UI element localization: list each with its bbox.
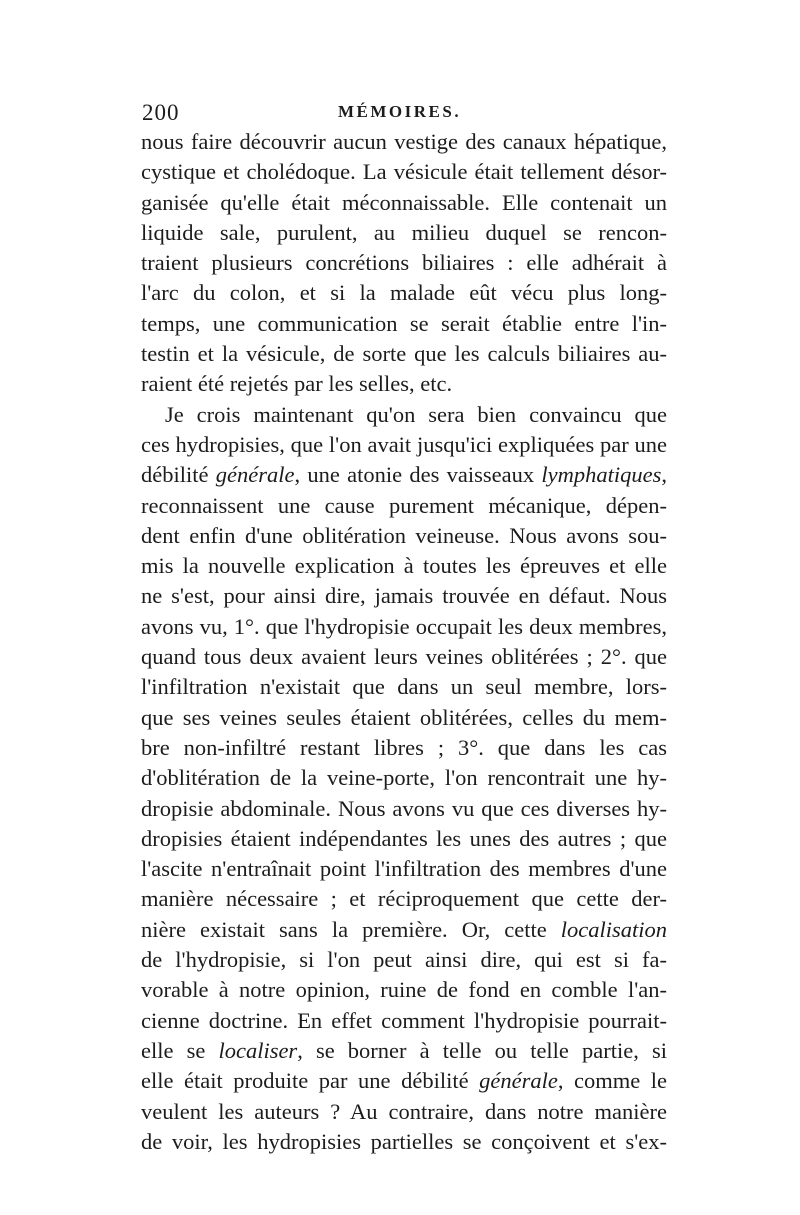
paragraph-end-line: raient été rejetés par les selles, etc. — [141, 371, 453, 397]
running-title: MÉMOIRES. — [338, 102, 462, 121]
text-line: veulent les auteurs ? Au contraire, dans notre manière — [141, 1098, 667, 1124]
text-line: ne s'est, pour ainsi dire, jamais trouvée en défaut. Nous — [141, 583, 667, 609]
text-line: l'infiltration n'existait que dans un seul membre, lors- — [141, 674, 667, 700]
text-line: l'arc du colon, et si la malade eût vécu plus long- — [141, 280, 667, 306]
text-line: testin et la vésicule, de sorte que les calculs biliaires au- — [141, 341, 667, 367]
text-line: ces hydropisies, que l'on avait jusqu'ici expliquées par une — [141, 431, 667, 457]
body-text — [141, 127, 667, 1157]
text-line: elle était produite par une débilité générale, comme le — [141, 1068, 667, 1094]
text-line: cystique et cholédoque. La vésicule était tellement désor- — [141, 159, 667, 185]
text-line: nous faire découvrir aucun vestige des canaux hépatique, — [141, 129, 667, 154]
page-number: 200 — [142, 100, 180, 125]
text-line: de l'hydropisie, si l'on peut ainsi dire, qui est si fa- — [141, 947, 667, 973]
text-line: elle se localiser, se borner à telle ou telle partie, si — [141, 1037, 667, 1063]
text-line: ganisée qu'elle était méconnaissable. Elle contenait un — [141, 189, 667, 215]
text-line: cienne doctrine. En effet comment l'hydropisie pourrait- — [141, 1007, 667, 1033]
text-line: traient plusieurs concrétions biliaires : elle adhérait à — [141, 250, 667, 276]
text-line: reconnaissent une cause purement mécanique, dépen- — [141, 492, 667, 518]
page-header — [142, 100, 662, 130]
text-line: manière nécessaire ; et réciproquement que cette der- — [141, 886, 667, 912]
text-line: mis la nouvelle explication à toutes les épreuves et elle — [141, 553, 667, 579]
text-line: avons vu, 1°. que l'hydropisie occupait les deux membres, — [141, 613, 667, 639]
text-line: que ses veines seules étaient oblitérées, celles du mem- — [141, 704, 667, 730]
text-line: quand tous deux avaient leurs veines oblitérées ; 2°. que — [141, 644, 667, 670]
text-line: vorable à notre opinion, ruine de fond en comble l'an- — [141, 977, 667, 1003]
text-line: dropisies étaient indépendantes les unes des autres ; que — [141, 825, 667, 851]
text-line: dent enfin d'une oblitération veineuse. Nous avons sou- — [141, 522, 667, 548]
text-line: l'ascite n'entraînait point l'infiltration des membres d'une — [141, 856, 667, 882]
text-line: de voir, les hydropisies partielles se conçoivent et s'ex- — [141, 1128, 667, 1154]
text-line: dropisie abdominale. Nous avons vu que ces diverses hy- — [141, 795, 667, 821]
text-line: temps, une communication se serait établie entre l'in- — [141, 310, 667, 336]
text-line: liquide sale, purulent, au milieu duquel se rencon- — [141, 219, 667, 245]
text-line: nière existait sans la première. Or, cette localisation — [141, 916, 667, 942]
text-line: d'oblitération de la veine-porte, l'on rencontrait une hy- — [141, 765, 667, 791]
text-line: débilité générale, une atonie des vaisseaux lymphatiques, — [141, 462, 667, 488]
paragraph-start-line: Je crois maintenant qu'on sera bien convaincu que — [165, 401, 667, 427]
text-line: bre non-infiltré restant libres ; 3°. que dans les cas — [141, 734, 667, 760]
